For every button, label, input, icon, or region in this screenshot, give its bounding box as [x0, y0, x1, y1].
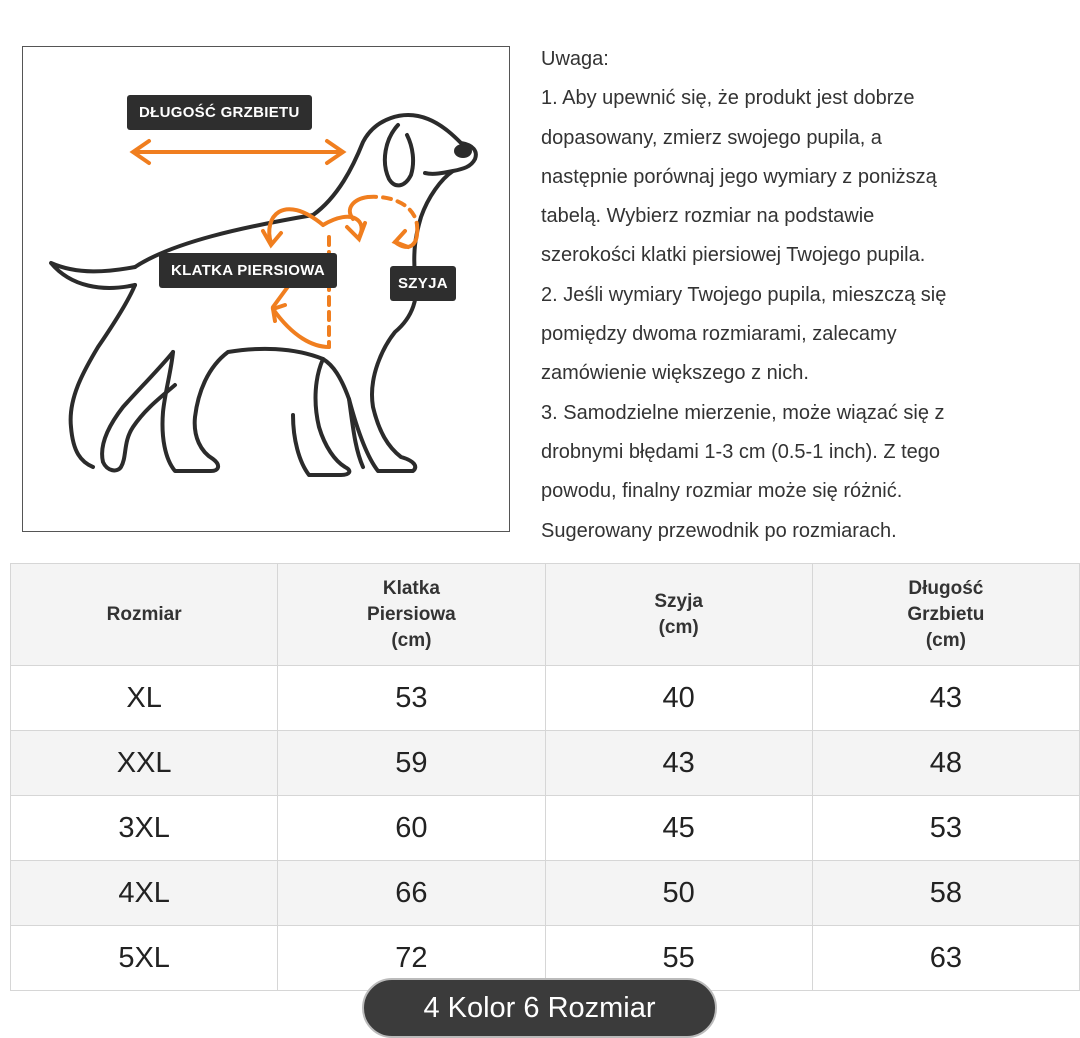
- header-text: (cm): [391, 629, 432, 651]
- notes-line: tabelą. Wybierz rozmiar na podstawie: [541, 205, 875, 228]
- neck-label: SZYJA: [390, 266, 456, 301]
- sizing-notes: [541, 40, 1080, 551]
- header-text: (cm): [658, 616, 699, 638]
- header-text: Szyja: [654, 590, 703, 612]
- cell-neck: 45: [545, 796, 812, 861]
- notes-line: szerokości klatki piersiowej Twojego pupila.: [541, 244, 926, 267]
- notes-line: 3. Samodzielne mierzenie, może wiązać się z: [541, 401, 945, 424]
- notes-line: następnie porównaj jego wymiary z poniższą: [541, 165, 937, 188]
- cell-back: 63: [812, 926, 1079, 991]
- notes-line: Uwaga:: [541, 48, 609, 70]
- cell-neck: 55: [545, 926, 812, 991]
- table-header-row: [11, 564, 1080, 666]
- table-row: [11, 796, 1080, 861]
- table-row: [11, 731, 1080, 796]
- cell-back: 48: [812, 731, 1079, 796]
- notes-line: 1. Aby upewnić się, że produkt jest dobrze: [541, 87, 915, 110]
- cell-neck: 50: [545, 861, 812, 926]
- cell-chest: 66: [278, 861, 545, 926]
- notes-line: pomiędzy dwoma rozmiarami, zalecamy: [541, 323, 897, 346]
- cell-back: 43: [812, 666, 1079, 731]
- notes-line: powodu, finalny rozmiar może się różnić.: [541, 480, 903, 503]
- header-text: (cm): [925, 629, 966, 651]
- table-row: [11, 666, 1080, 731]
- table-row: [11, 861, 1080, 926]
- cell-back: 58: [812, 861, 1079, 926]
- cell-size: XXL: [11, 731, 278, 796]
- cell-chest: 59: [278, 731, 545, 796]
- header-size: [11, 564, 278, 666]
- variant-selector-pill[interactable]: 4 Kolor 6 Rozmiar: [362, 978, 717, 1038]
- header-neck: [545, 564, 812, 666]
- cell-chest: 60: [278, 796, 545, 861]
- cell-size: 4XL: [11, 861, 278, 926]
- header-chest: [278, 564, 545, 666]
- notes-line: zamówienie większego z nich.: [541, 362, 809, 385]
- cell-size: 3XL: [11, 796, 278, 861]
- cell-chest: 53: [278, 666, 545, 731]
- notes-line: drobnymi błędami 1-3 cm (0.5-1 inch). Z tego: [541, 440, 941, 463]
- chest-label: KLATKA PIERSIOWA: [159, 253, 337, 288]
- cell-back: 53: [812, 796, 1079, 861]
- size-table: [10, 563, 1080, 991]
- header-text: Rozmiar: [106, 603, 182, 625]
- header-text: Klatka: [382, 577, 440, 599]
- header-text: Grzbietu: [907, 603, 985, 625]
- notes-line: Sugerowany przewodnik po rozmiarach.: [541, 519, 897, 542]
- notes-line: 2. Jeśli wymiary Twojego pupila, mieszczą się: [541, 283, 947, 306]
- cell-neck: 40: [545, 666, 812, 731]
- cell-size: XL: [11, 666, 278, 731]
- cell-chest: 72: [278, 926, 545, 991]
- cell-size: 5XL: [11, 926, 278, 991]
- cell-neck: 43: [545, 731, 812, 796]
- header-text: Piersiowa: [367, 603, 456, 625]
- header-back-length: [812, 564, 1079, 666]
- back-length-label: DŁUGOŚĆ GRZBIETU: [127, 95, 312, 130]
- header-text: Długość: [908, 577, 984, 599]
- notes-line: dopasowany, zmierz swojego pupila, a: [541, 126, 882, 149]
- dog-measurement-diagram: [22, 46, 510, 532]
